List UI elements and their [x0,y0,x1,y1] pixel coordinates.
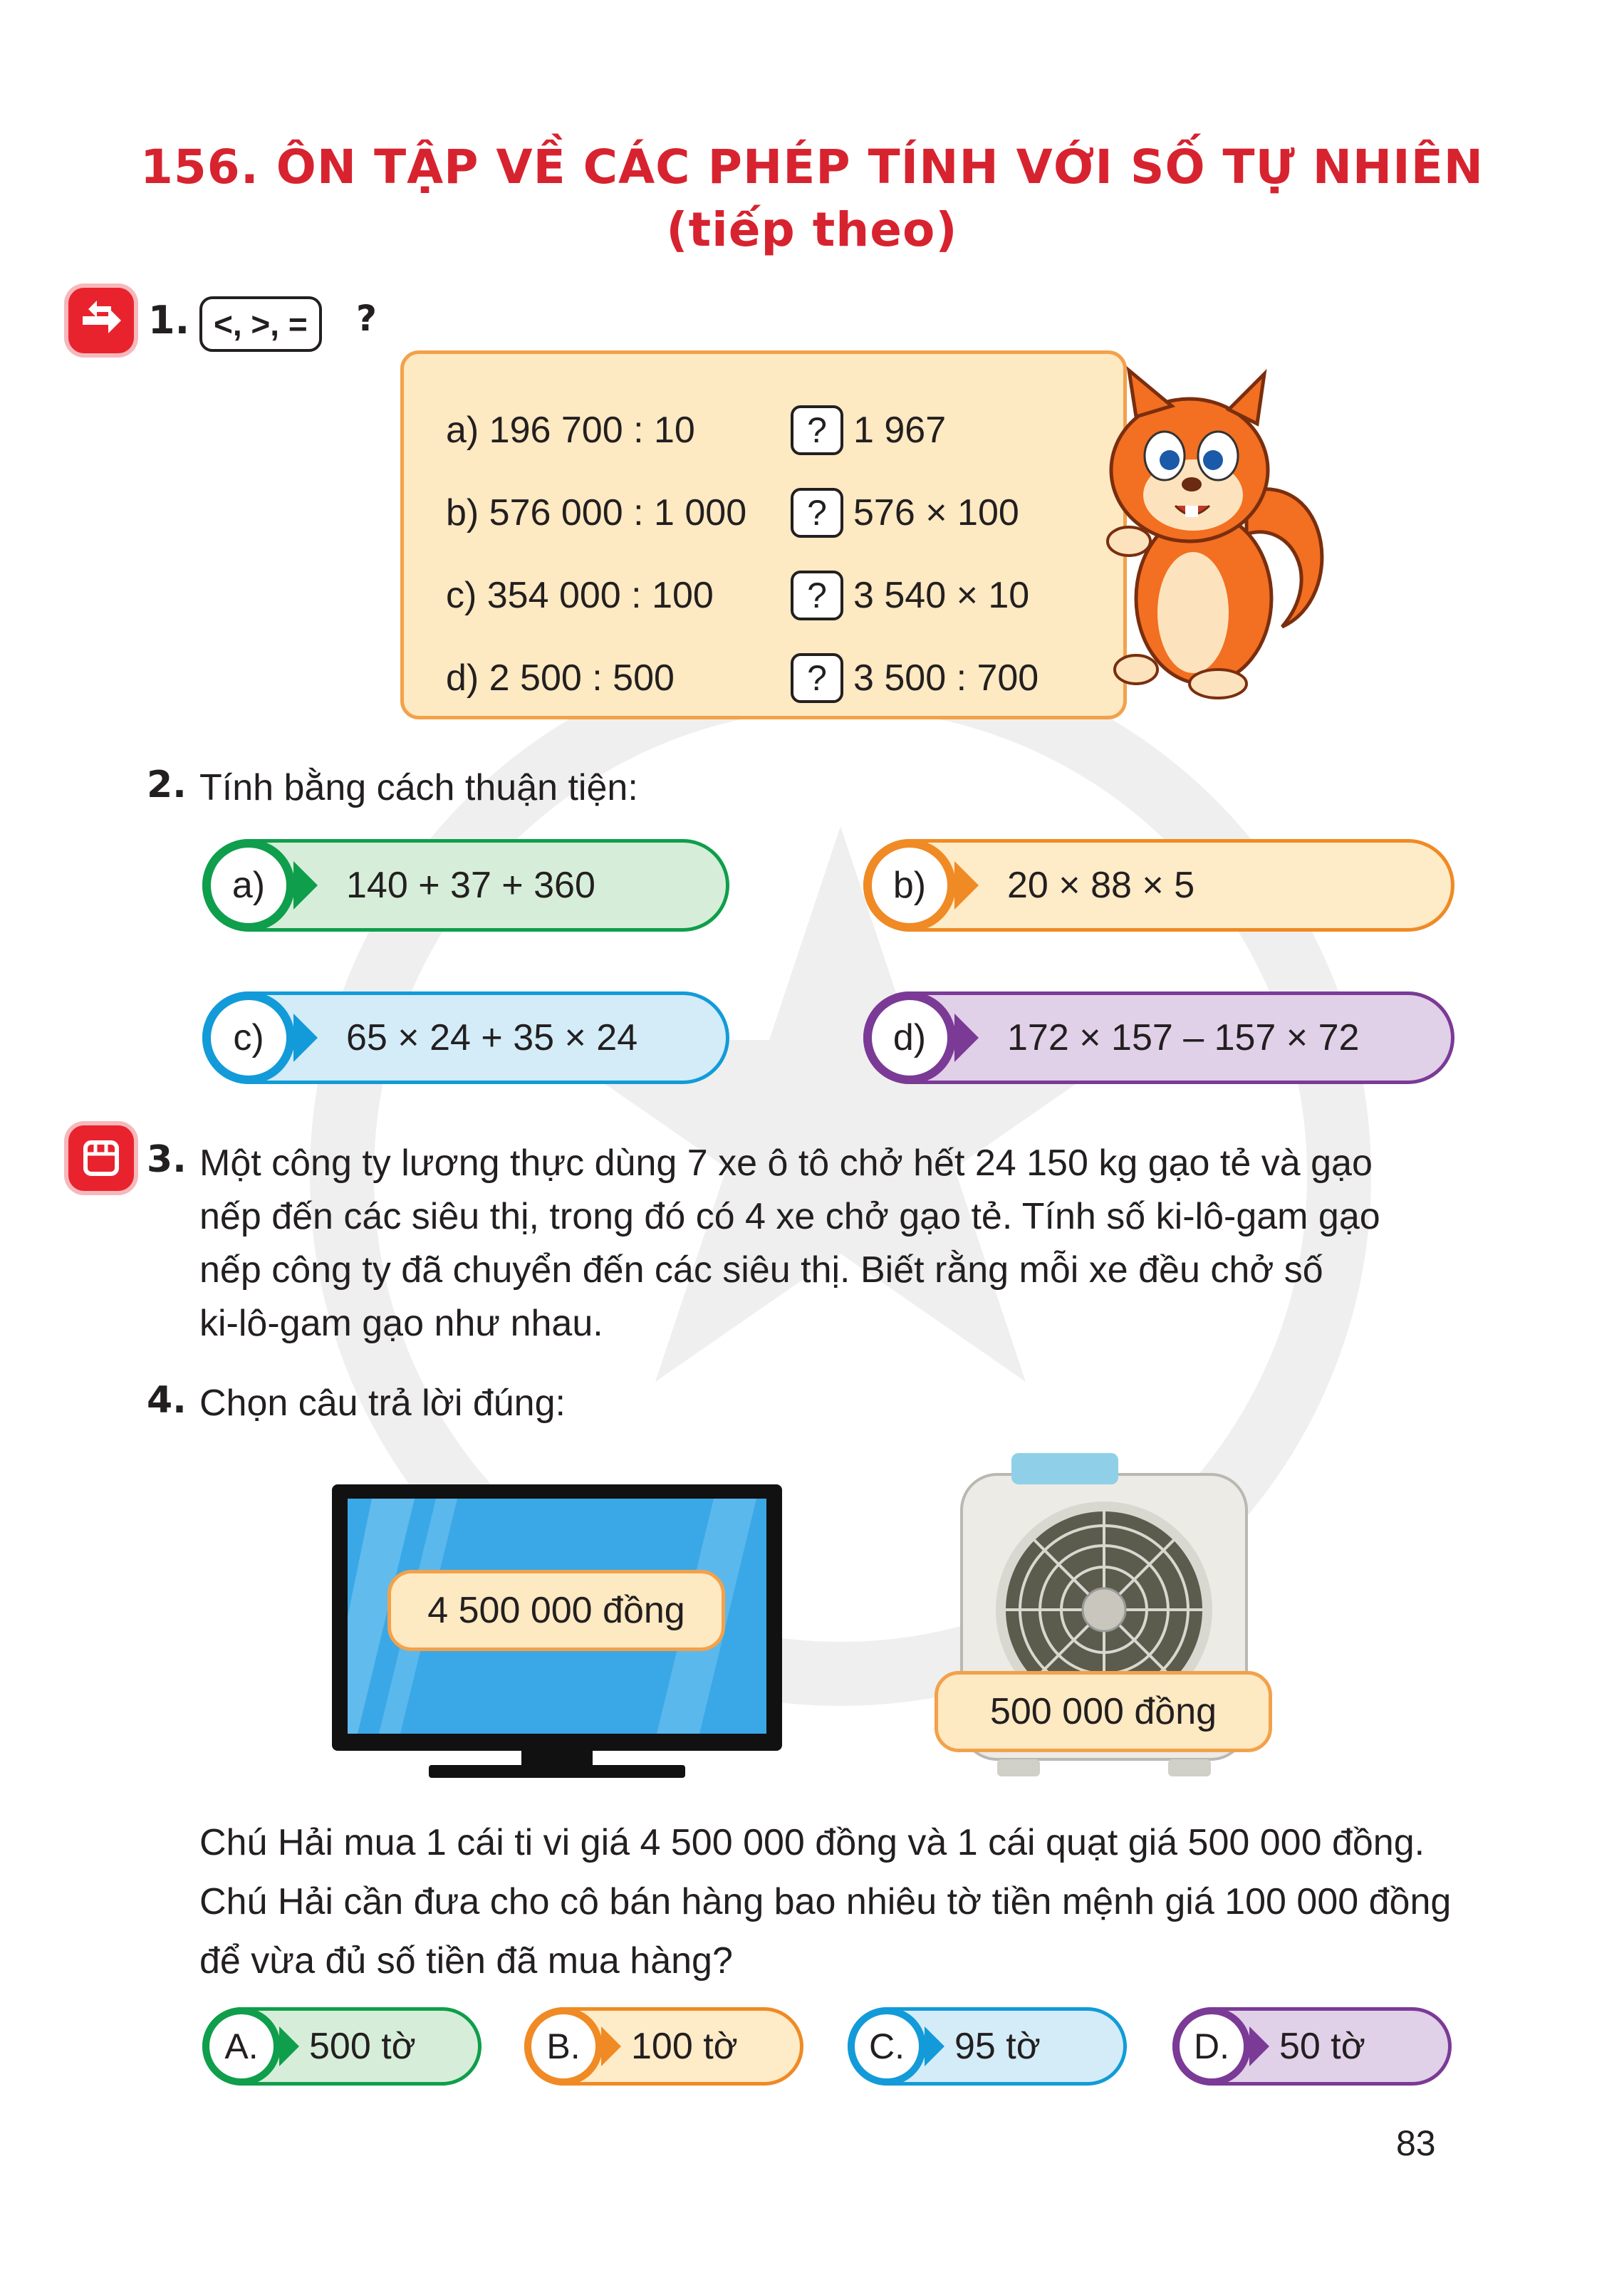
option-text: 50 tờ [1279,2026,1365,2067]
expression-pill-d [863,991,1454,1084]
comparison-row [446,554,1144,637]
option-label: A. [202,2007,281,2086]
item-label: b) [863,839,956,932]
ex3-text [199,1137,1453,1350]
expression: 20 × 88 × 5 [1007,865,1195,906]
expression-pill-c [202,991,729,1084]
pointer-arrow [925,2026,944,2066]
row-left-expr: a) 196 700 : 10 [446,410,695,451]
option-label: C. [848,2007,926,2086]
tv-price-tag: 4 500 000 đồng [387,1570,725,1651]
expression: 172 × 157 – 157 × 72 [1007,1017,1360,1058]
practice-icon [68,288,134,353]
option-text: 95 tờ [954,2026,1041,2067]
compare-symbols: <, >, = [214,306,308,343]
pointer-arrow [293,1014,318,1062]
option-c[interactable] [848,2007,1127,2086]
row-right-expr: 576 × 100 [853,492,1019,533]
comparison-row [446,472,1144,554]
fist-icon [68,1125,134,1191]
squirrel-illustration [1097,363,1339,712]
item-label: d) [863,991,956,1084]
option-a[interactable] [202,2007,482,2086]
option-text: 500 tờ [309,2026,416,2067]
pointer-arrow [279,2026,299,2066]
pointer-arrow [293,861,318,910]
pointer-arrow [601,2026,621,2066]
item-label: c) [202,991,295,1084]
option-text: 100 tờ [631,2026,738,2067]
answer-box[interactable]: ? [791,653,843,703]
option-label: B. [524,2007,603,2086]
fan-price-tag: 500 000 đồng [935,1671,1272,1752]
ex4-line: Chú Hải cần đưa cho cô bán hàng bao nhiêu tờ tiền mệnh giá 100 000 đồng [199,1881,1452,1922]
ex4-line: Chú Hải mua 1 cái ti vi giá 4 500 000 đồng và 1 cái quạt giá 500 000 đồng. [199,1822,1425,1863]
ex4-prompt: Chọn câu trả lời đúng: [199,1383,566,1424]
answer-box[interactable]: ? [791,488,843,538]
ex1-number: 1. [148,298,190,343]
page-subtitle: (tiếp theo) [666,202,958,257]
expression-pill-b [863,839,1454,932]
pointer-arrow [954,1014,979,1062]
ex3-line: Một công ty lương thực dùng 7 xe ô tô chở hết 24 150 kg gạo tẻ và gạo [199,1142,1373,1184]
row-right-expr: 3 540 × 10 [853,575,1030,616]
expression: 65 × 24 + 35 × 24 [346,1017,638,1058]
expression-pill-a [202,839,729,932]
ex3-line: nếp đến các siêu thị, trong đó có 4 xe chở gạo tẻ. Tính số ki-lô-gam gạo [199,1196,1380,1237]
pointer-arrow [954,861,979,910]
ex4-line: để vừa đủ số tiền đã mua hàng? [199,1940,733,1982]
comparison-row [446,389,1144,472]
answer-box[interactable]: ? [791,571,843,620]
option-d[interactable] [1172,2007,1452,2086]
compare-symbols-box [199,296,322,352]
row-right-expr: 1 967 [853,410,947,451]
ex1-question-mark: ? [356,298,378,339]
ex3-number: 3. [147,1138,187,1181]
comparison-row [446,637,1144,719]
pointer-arrow [1249,2026,1269,2066]
option-label: D. [1172,2007,1251,2086]
ex2-number: 2. [147,764,187,806]
ex4-text [199,1813,1467,1991]
ex3-line: nếp công ty đã chuyển đến các siêu thị. Biết rằng mỗi xe đều chở số [199,1249,1323,1291]
answer-box[interactable]: ? [791,405,843,455]
ex2-prompt: Tính bằng cách thuận tiện: [199,767,638,808]
page-number: 83 [1396,2123,1436,2163]
row-left-expr: d) 2 500 : 500 [446,657,675,699]
item-label: a) [202,839,295,932]
ex3-line: ki-lô-gam gạo như nhau. [199,1303,603,1344]
row-right-expr: 3 500 : 700 [853,657,1039,699]
option-b[interactable] [524,2007,803,2086]
expression: 140 + 37 + 360 [346,865,595,906]
ex4-number: 4. [147,1379,187,1422]
page-title: 156. ÔN TẬP VỀ CÁC PHÉP TÍNH VỚI SỐ TỰ NHIÊN [140,140,1484,194]
row-left-expr: b) 576 000 : 1 000 [446,492,747,533]
comparison-rows [446,389,1144,719]
row-left-expr: c) 354 000 : 100 [446,575,714,616]
